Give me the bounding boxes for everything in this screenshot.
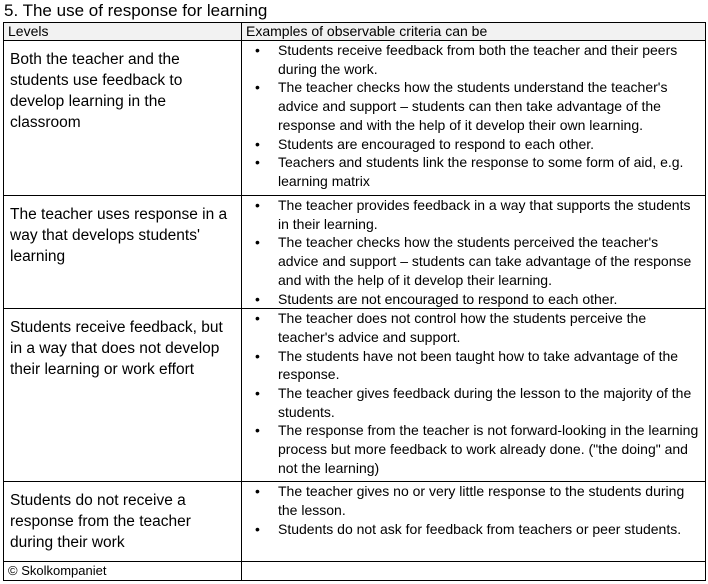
level-text: Students receive feedback, but in a way that does not develop their learning or work effort (10, 319, 223, 379)
level-cell (4, 482, 242, 562)
criteria-table (3, 22, 706, 581)
table-header-row (4, 23, 706, 41)
level-cell (4, 309, 242, 482)
bullet-icon: • (255, 154, 260, 171)
bullet-icon: • (255, 135, 260, 152)
list-item: • Students do not ask for feedback from teachers or peer students. (255, 520, 682, 537)
table-row (4, 196, 706, 309)
table-row (4, 309, 706, 482)
level-cell (4, 196, 242, 309)
copyright-text: © Skolkompaniet (8, 563, 107, 579)
bullet-icon: • (255, 290, 260, 307)
bullet-icon: • (255, 422, 260, 439)
bullet-icon: • (255, 310, 260, 327)
table-footer-row (4, 562, 706, 581)
list-item: • The teacher checks how the students perceived the teacher's advice and support – students can take advantage of the response and with the help of it develop their learning. (255, 234, 692, 288)
bullet-icon: • (255, 347, 260, 364)
list-item: • The teacher does not control how the students perceive the teacher's advice and support. (255, 310, 647, 345)
criteria-cell (242, 41, 706, 196)
level-text: Students do not receive a response from the teacher during their work (10, 492, 191, 552)
empty-cell (242, 562, 706, 581)
bullet-icon: • (255, 197, 260, 213)
list-item: • The teacher checks how the students understand the teacher's advice and support – students can then take advantage of the response and with the help of it develop their own learning. (255, 79, 668, 133)
bullet-icon: • (255, 42, 260, 58)
criteria-cell (242, 309, 706, 482)
list-item: • Students are encouraged to respond to each other. (255, 135, 595, 152)
criteria-list (242, 309, 705, 477)
bullet-icon: • (255, 483, 260, 500)
examples-header: Examples of observable criteria can be (242, 23, 706, 41)
list-item: • Students receive feedback from both the teacher and their peers during the work. (255, 42, 678, 77)
list-item: • The teacher gives feedback during the lesson to the majority of the students. (255, 385, 692, 420)
bullet-icon: • (255, 234, 260, 251)
criteria-list (242, 482, 705, 538)
copyright-cell (4, 562, 242, 581)
levels-header: Levels (4, 23, 242, 41)
level-cell (4, 41, 242, 196)
list-item: • The teacher provides feedback in a way that supports the students in their learning. (255, 197, 691, 232)
criteria-cell (242, 482, 706, 562)
page-title: 5. The use of response for learning (4, 1, 268, 20)
bullet-icon: • (255, 385, 260, 402)
list-item: • The response from the teacher is not forward-looking in the learning process but more feedback to work already done. ("the doing" and not the learning) (255, 422, 699, 476)
list-item: • Students are not encouraged to respond to each other. (255, 290, 618, 307)
list-item: • The teacher gives no or very little response to the students during the lesson. (255, 483, 685, 518)
bullet-icon: • (255, 79, 260, 96)
table-row (4, 41, 706, 196)
level-text: Both the teacher and the students use feedback to develop learning in the classroom (10, 51, 183, 131)
criteria-cell (242, 196, 706, 309)
bullet-icon: • (255, 520, 260, 537)
level-text: The teacher uses response in a way that develops students' learning (10, 206, 228, 265)
list-item: • Teachers and students link the response to some form of aid, e.g. learning matrix (255, 154, 684, 189)
criteria-list (242, 41, 705, 191)
table-row (4, 482, 706, 562)
criteria-list (242, 196, 705, 308)
list-item: • The students have not been taught how to take advantage of the response. (255, 347, 679, 383)
